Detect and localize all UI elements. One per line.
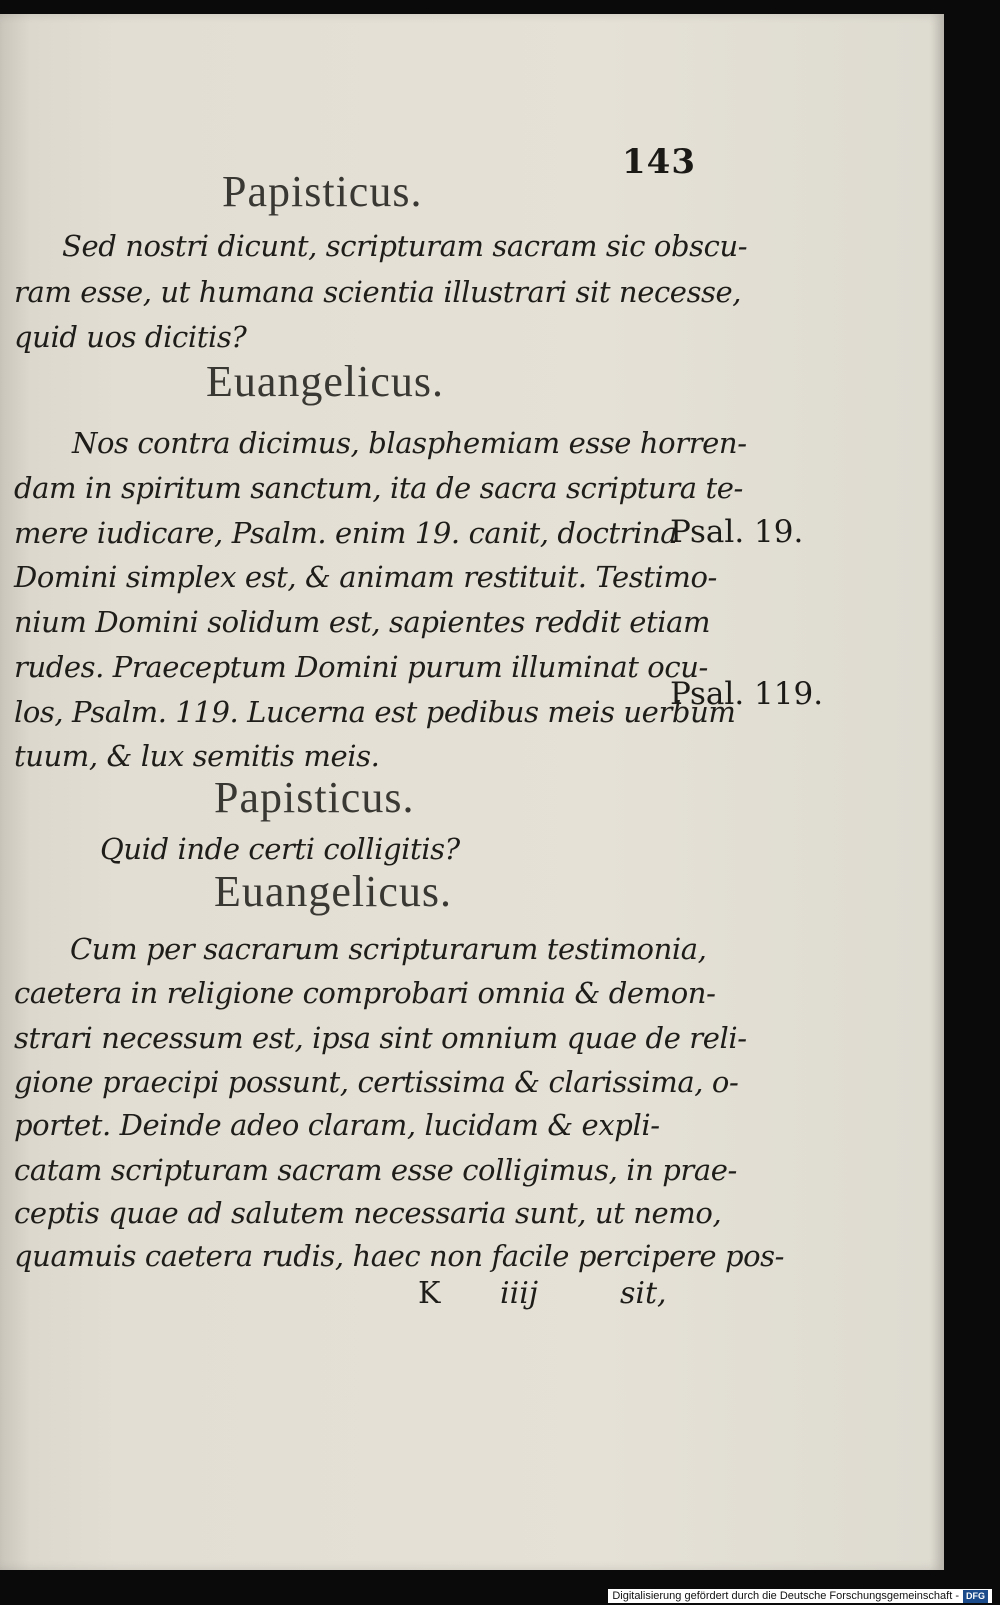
digitization-footer: [608, 1589, 992, 1603]
text-line: caetera in religione comprobari omnia & demon-: [14, 976, 716, 1010]
heading-euangelicus-2: Euangelicus.: [214, 867, 453, 916]
text-line: Domini simplex est, & animam restituit. Testimo-: [14, 560, 717, 594]
signature-mark: K: [418, 1276, 441, 1311]
text-line: quamuis caetera rudis, haec non facile percipere pos-: [14, 1239, 785, 1273]
text-line: strari necessum est, ipsa sint omnium quae de reli-: [14, 1021, 747, 1055]
text-line: dam in spiritum sanctum, ita de sacra scriptura te-: [14, 471, 743, 505]
text-line: Sed nostri dicunt, scripturam sacram sic obscu-: [62, 229, 748, 263]
text-line: gione praecipi possunt, certissima & clarissima, o-: [14, 1065, 739, 1099]
text-line: quid uos dicitis?: [14, 320, 247, 354]
text-line: tuum, & lux semitis meis.: [14, 739, 380, 773]
book-page: [0, 14, 944, 1570]
heading-papisticus-1: Papisticus.: [222, 167, 423, 216]
dfg-logo-icon: DFG: [963, 1590, 988, 1603]
text-line: ram esse, ut humana scientia illustrari sit necesse,: [14, 275, 742, 309]
heading-papisticus-2: Papisticus.: [214, 773, 415, 822]
page-number: 143: [622, 142, 696, 182]
text-line: Cum per sacrarum scripturarum testimonia,: [70, 932, 707, 966]
heading-euangelicus-1: Euangelicus.: [206, 357, 445, 406]
text-line: nium Domini solidum est, sapientes reddit etiam: [14, 605, 711, 639]
signature-numeral: iiij: [500, 1276, 539, 1311]
catchword: sit,: [620, 1276, 667, 1311]
text-line: ceptis quae ad salutem necessaria sunt, ut nemo,: [14, 1196, 722, 1230]
margin-note-psalm-19: Psal. 19.: [670, 514, 804, 550]
text-line: Quid inde certi colligitis?: [100, 832, 460, 866]
margin-note-psalm-119: Psal. 119.: [670, 676, 824, 712]
text-line: portet. Deinde adeo claram, lucidam & expli-: [14, 1108, 660, 1142]
text-line: los, Psalm. 119. Lucerna est pedibus meis uerbum: [14, 695, 736, 729]
text-line: mere iudicare, Psalm. enim 19. canit, doctrina: [14, 516, 678, 550]
text-line: rudes. Praeceptum Domini purum illuminat ocu-: [14, 650, 708, 684]
text-line: Nos contra dicimus, blasphemiam esse horren-: [72, 426, 747, 460]
footer-text: Digitalisierung gefördert durch die Deutsche Forschungsgemeinschaft -: [612, 1590, 959, 1602]
text-line: catam scripturam sacram esse colligimus, in prae-: [14, 1153, 737, 1187]
